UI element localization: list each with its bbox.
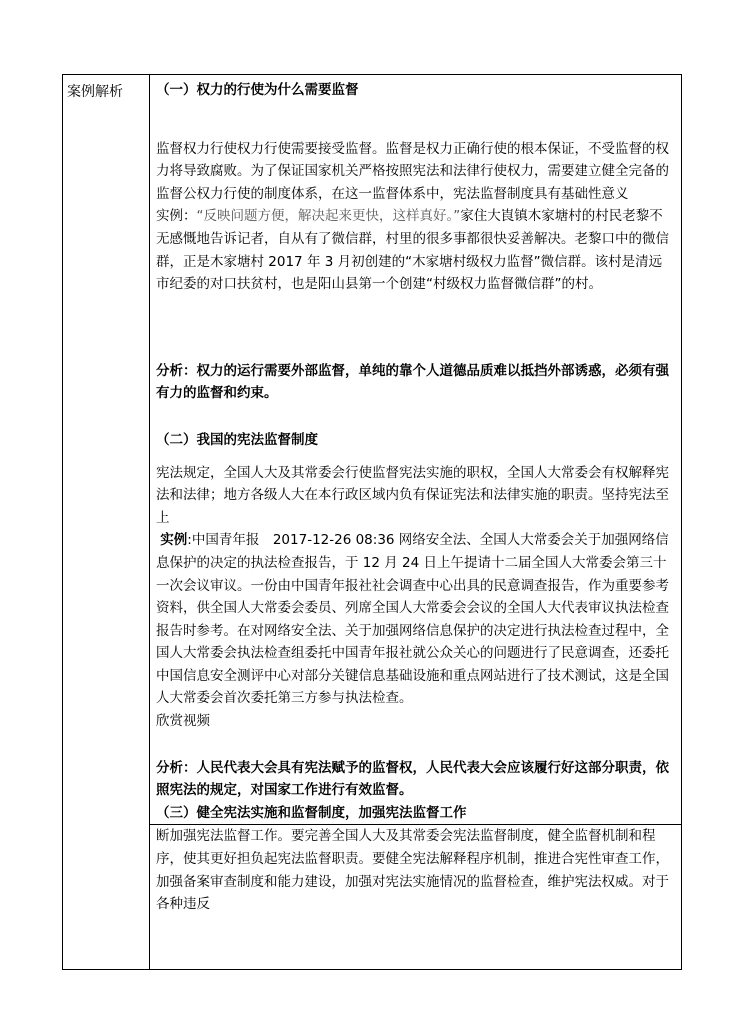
row-content <box>150 75 682 970</box>
section2-example <box>156 529 675 710</box>
section1-paragraph: 监督权力行使权力行使需要接受监督。监督是权力正确行使的根本保证，不受监督的权力将导致腐败。为了保证国家机关严格按照宪法和法律行使权力，需要建立健全完备的监督公权力行使的制度体系，在这一监督体系中，宪法监督制度具有基础性意义 <box>156 140 669 202</box>
section1-analysis: 分析：权力的运行需要外部监督，单纯的靠个人道德品质难以抵挡外部诱惑，必须有强有力的监督和约束。 <box>156 362 669 402</box>
section2-example-text: :中国青年报 2017-12-26 08:36 网络安全法、全国人大常委会关于加强网络信息保护的决定的执法检查报告，于 12 月 24 日上午提请十二届全国人大常委会第三十一次会议审议。一份由中国青年报社社会调查中心出具的民意调查报告，作为重要参考资料，供全国人大常委会委员、列席全国人大常委会会议的全国人大代表审议执法检查报告时参考。在对网络安全法、关于加强网络信息保护的决定进行执法检查过程中，全国人大常委会执法检查组委托中国青年报社就公众关心的问题进行了民意调查，还委托中国信息安全测评中心对部分关键信息基础设施和重点网站进行了技术测试，这是全国人大常委会首次委托第三方参与执法检查。 <box>156 532 669 707</box>
section3-paragraph: 断加强宪法监督工作。要完善全国人大及其常委会宪法监督制度，健全监督机制和程序，使其更好担负起宪法监督职责。要健全宪法解释程序机制，推进合宪性审查工作，加强备案审查制度和能力建设，加强对宪法实施情况的监督检查，维护宪法权威。对于各种违反 <box>156 828 669 913</box>
section1-example <box>156 205 675 295</box>
section2-analysis: 分析：人民代表大会具有宪法赋予的监督权，人民代表大会应该履行好这部分职责，依照宪法的规定，对国家工作进行有效监督。 <box>156 759 669 799</box>
section3-heading: （三）健全宪法实施和监督制度，加强宪法监督工作 <box>156 804 467 821</box>
section2-paragraph: 宪法规定，全国人大及其常委会行使监督宪法实施的职权，全国人大常委会有权解释宪法和法律；地方各级人大在本行政区域内负有保证宪法和法律实施的职责。坚持宪法至上 <box>156 464 669 526</box>
section2-heading: （二）我国的宪法监督制度 <box>156 431 318 448</box>
section1-example-text: 家住大崀镇木家塘村的村民老黎不无感慨地告诉记者，自从有了微信群，村里的很多事都很快妥善解决。老黎口中的微信群，正是木家塘村 2017 年 3 月初创建的“木家塘村级权力监督”微信群。该村是清远市纪委的对口扶贫村，也是阳山县第一个创建“村级权力监督微信群”的村。 <box>156 208 669 293</box>
case-analysis-row <box>63 75 682 970</box>
section1-example-quote: “反映问题方便，解决起来更快，这样真好。” <box>196 208 461 225</box>
case-table <box>62 74 682 970</box>
section2-example-label: 实例 <box>160 532 188 549</box>
section1-heading: （一）权力的行使为什么需要监督 <box>156 82 359 98</box>
section1-example-label: 实例： <box>156 208 197 225</box>
row-label: 案例解析 <box>63 75 150 970</box>
section2-video: 欣赏视频 <box>156 713 210 730</box>
